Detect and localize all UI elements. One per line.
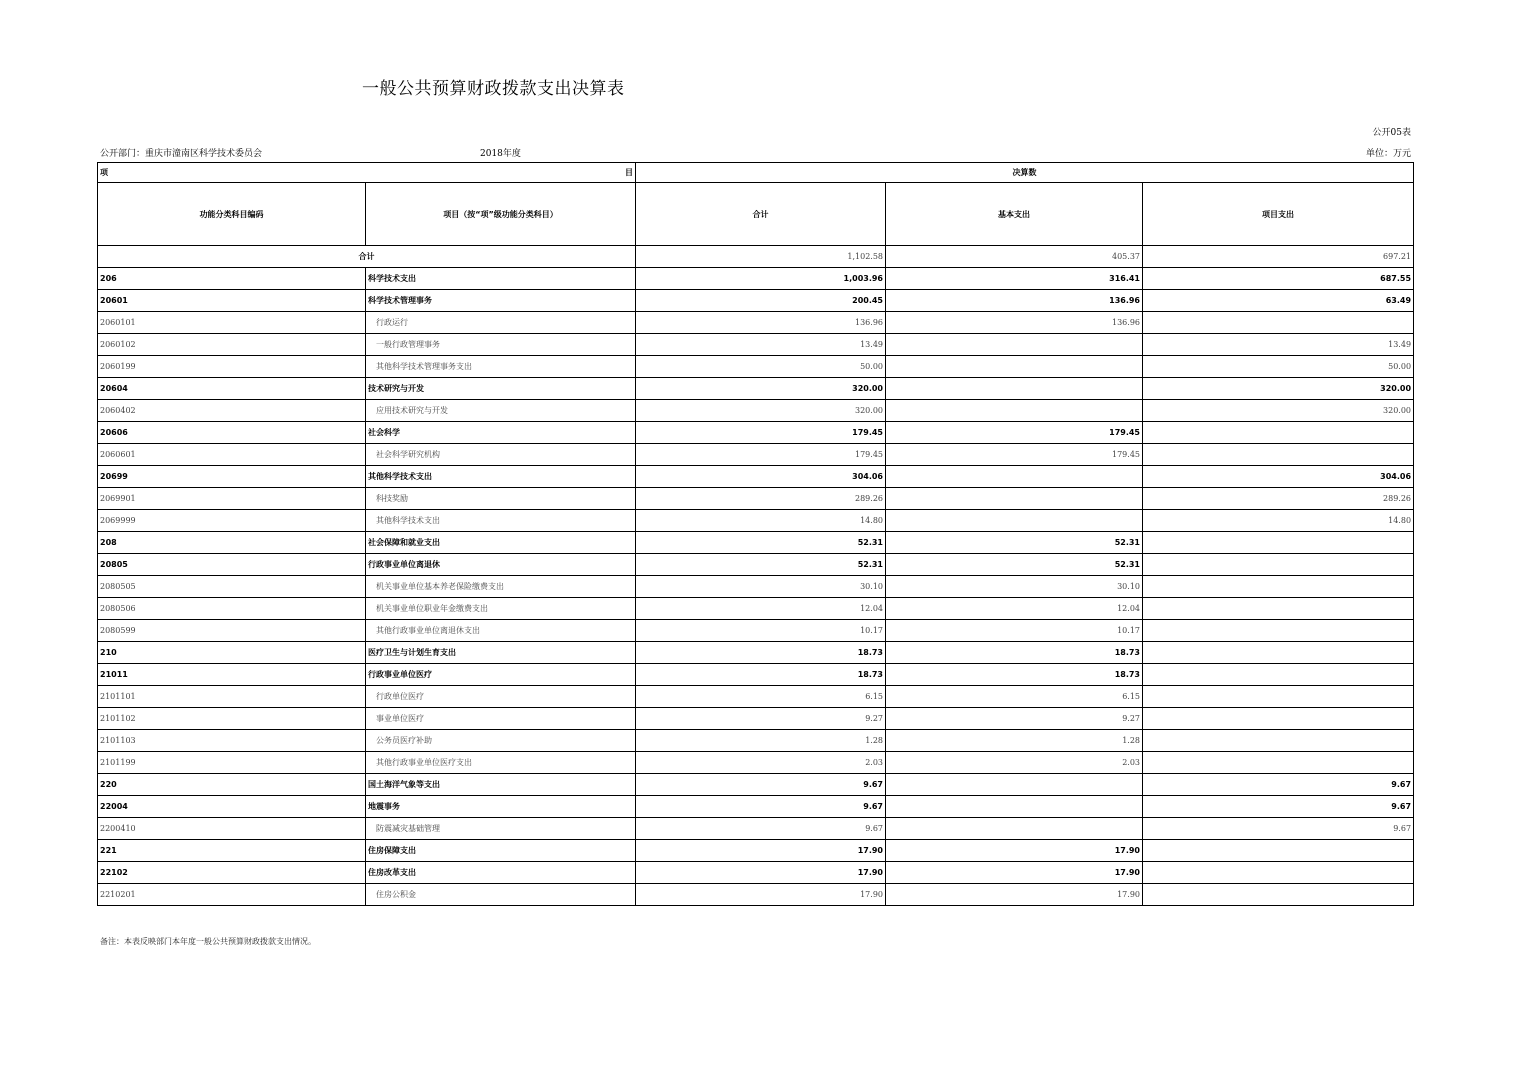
row-project: 9.67 [1143,796,1414,818]
row-name: 住房保障支出 [366,840,636,862]
row-total: 17.90 [636,884,886,906]
row-name: 其他行政事业单位离退休支出 [366,620,636,642]
table-row [98,774,1414,796]
table-row [98,620,1414,642]
row-project: 50.00 [1143,356,1414,378]
row-project: 14.80 [1143,510,1414,532]
row-name: 机关事业单位基本养老保险缴费支出 [366,576,636,598]
table-row [98,378,1414,400]
table-row [98,752,1414,774]
table-row [98,356,1414,378]
row-total: 18.73 [636,664,886,686]
row-total: 9.67 [636,774,886,796]
row-total: 320.00 [636,400,886,422]
row-basic: 30.10 [886,576,1143,598]
row-total: 200.45 [636,290,886,312]
row-total: 2.03 [636,752,886,774]
page-title: 一般公共预算财政拨款支出决算表 [362,79,625,99]
row-code: 2060102 [98,334,366,356]
department-label: 公开部门：重庆市潼南区科学技术委员会 [100,149,263,159]
table-row [98,466,1414,488]
row-code: 2069999 [98,510,366,532]
row-basic [886,400,1143,422]
item-header-left: 项 [100,168,108,177]
table-row [98,576,1414,598]
table-row [98,488,1414,510]
table-row [98,444,1414,466]
table-row [98,422,1414,444]
row-project: 687.55 [1143,268,1414,290]
row-project [1143,532,1414,554]
row-name: 社会科学研究机构 [366,444,636,466]
row-name: 行政事业单位医疗 [366,664,636,686]
row-project [1143,840,1414,862]
row-name: 住房公积金 [366,884,636,906]
table-header-row-2 [98,183,1414,246]
footnote: 备注：本表反映部门本年度一般公共预算财政拨款支出情况。 [100,937,316,946]
row-code: 208 [98,532,366,554]
row-project [1143,422,1414,444]
row-total: 304.06 [636,466,886,488]
row-total: 18.73 [636,642,886,664]
col-header-code: 功能分类科目编码 [98,183,366,246]
table-row [98,818,1414,840]
row-code: 2101102 [98,708,366,730]
row-project [1143,620,1414,642]
row-basic: 9.27 [886,708,1143,730]
row-basic [886,334,1143,356]
total-label: 合计 [98,246,636,268]
row-project: 9.67 [1143,818,1414,840]
row-code: 20601 [98,290,366,312]
row-code: 2080505 [98,576,366,598]
row-total: 52.31 [636,532,886,554]
row-code: 2101103 [98,730,366,752]
row-project: 63.49 [1143,290,1414,312]
row-code: 2210201 [98,884,366,906]
row-code: 22102 [98,862,366,884]
expenditure-table [97,162,1414,906]
row-code: 2060101 [98,312,366,334]
row-total: 30.10 [636,576,886,598]
row-code: 221 [98,840,366,862]
row-code: 220 [98,774,366,796]
row-total: 136.96 [636,312,886,334]
table-row [98,312,1414,334]
row-name: 社会科学 [366,422,636,444]
row-name: 医疗卫生与计划生育支出 [366,642,636,664]
unit-label: 单位：万元 [1365,149,1411,159]
row-total: 289.26 [636,488,886,510]
col-header-basic: 基本支出 [886,183,1143,246]
row-project [1143,862,1414,884]
row-project: 9.67 [1143,774,1414,796]
table-row [98,268,1414,290]
table-row [98,598,1414,620]
row-basic [886,378,1143,400]
row-name: 社会保障和就业支出 [366,532,636,554]
row-basic: 12.04 [886,598,1143,620]
row-code: 20699 [98,466,366,488]
row-code: 2060199 [98,356,366,378]
row-total: 179.45 [636,444,886,466]
row-project [1143,554,1414,576]
table-row [98,686,1414,708]
row-basic [886,466,1143,488]
row-basic: 52.31 [886,554,1143,576]
table-header-row-1 [98,163,1414,183]
row-basic [886,818,1143,840]
row-basic [886,488,1143,510]
total-amount: 1,102.58 [636,246,886,268]
row-project [1143,686,1414,708]
row-project [1143,642,1414,664]
row-name: 科学技术管理事务 [366,290,636,312]
row-name: 事业单位医疗 [366,708,636,730]
row-basic: 18.73 [886,642,1143,664]
row-total: 1,003.96 [636,268,886,290]
row-basic: 52.31 [886,532,1143,554]
item-header-right: 目 [625,168,633,177]
row-project [1143,312,1414,334]
row-name: 公务员医疗补助 [366,730,636,752]
row-name: 科技奖励 [366,488,636,510]
row-basic: 316.41 [886,268,1143,290]
row-name: 科学技术支出 [366,268,636,290]
table-row [98,532,1414,554]
row-name: 其他科学技术支出 [366,466,636,488]
row-basic: 136.96 [886,312,1143,334]
row-basic: 179.45 [886,444,1143,466]
row-basic: 18.73 [886,664,1143,686]
row-project [1143,576,1414,598]
row-name: 其他科学技术支出 [366,510,636,532]
row-project: 320.00 [1143,378,1414,400]
row-total: 50.00 [636,356,886,378]
row-project: 13.49 [1143,334,1414,356]
row-project: 320.00 [1143,400,1414,422]
row-code: 20604 [98,378,366,400]
row-basic: 6.15 [886,686,1143,708]
row-total: 1.28 [636,730,886,752]
row-total: 9.67 [636,818,886,840]
row-project [1143,444,1414,466]
row-name: 行政运行 [366,312,636,334]
table-row [98,664,1414,686]
row-name: 其他行政事业单位医疗支出 [366,752,636,774]
row-project [1143,752,1414,774]
row-code: 2060601 [98,444,366,466]
table-row [98,840,1414,862]
total-basic: 405.37 [886,246,1143,268]
form-number: 公开05表 [1372,128,1411,138]
row-basic [886,774,1143,796]
row-name: 行政事业单位离退休 [366,554,636,576]
row-name: 一般行政管理事务 [366,334,636,356]
row-basic [886,796,1143,818]
row-code: 2101101 [98,686,366,708]
row-code: 20606 [98,422,366,444]
table-row [98,884,1414,906]
row-total: 17.90 [636,840,886,862]
fiscal-year: 2018年度 [480,149,521,159]
table-row [98,334,1414,356]
row-basic: 17.90 [886,862,1143,884]
row-code: 2200410 [98,818,366,840]
row-project [1143,884,1414,906]
row-code: 21011 [98,664,366,686]
row-total: 6.15 [636,686,886,708]
row-code: 2080599 [98,620,366,642]
row-code: 2069901 [98,488,366,510]
total-row [98,246,1414,268]
row-name: 住房改革支出 [366,862,636,884]
row-total: 17.90 [636,862,886,884]
table-row [98,796,1414,818]
row-project: 289.26 [1143,488,1414,510]
row-basic: 17.90 [886,840,1143,862]
row-total: 52.31 [636,554,886,576]
row-project: 304.06 [1143,466,1414,488]
table-row [98,400,1414,422]
row-code: 2101199 [98,752,366,774]
row-basic [886,356,1143,378]
row-name: 技术研究与开发 [366,378,636,400]
item-header-cell [98,163,636,183]
row-basic: 10.17 [886,620,1143,642]
row-code: 2060402 [98,400,366,422]
row-project [1143,708,1414,730]
row-code: 210 [98,642,366,664]
row-name: 机关事业单位职业年金缴费支出 [366,598,636,620]
row-code: 20805 [98,554,366,576]
row-code: 22004 [98,796,366,818]
row-total: 12.04 [636,598,886,620]
row-total: 13.49 [636,334,886,356]
table-row [98,708,1414,730]
col-header-name: 项目（按“项”级功能分类科目） [366,183,636,246]
row-total: 320.00 [636,378,886,400]
row-total: 179.45 [636,422,886,444]
table-row [98,730,1414,752]
row-basic: 17.90 [886,884,1143,906]
table-row [98,554,1414,576]
row-total: 9.27 [636,708,886,730]
row-name: 应用技术研究与开发 [366,400,636,422]
row-basic: 2.03 [886,752,1143,774]
final-amount-header: 决算数 [636,163,1414,183]
row-total: 14.80 [636,510,886,532]
row-basic [886,510,1143,532]
row-total: 9.67 [636,796,886,818]
col-header-total: 合计 [636,183,886,246]
row-basic: 136.96 [886,290,1143,312]
row-code: 2080506 [98,598,366,620]
row-basic: 1.28 [886,730,1143,752]
row-project [1143,730,1414,752]
row-project [1143,598,1414,620]
table-row [98,510,1414,532]
row-name: 行政单位医疗 [366,686,636,708]
total-project: 697.21 [1143,246,1414,268]
col-header-project: 项目支出 [1143,183,1414,246]
row-name: 其他科学技术管理事务支出 [366,356,636,378]
row-code: 206 [98,268,366,290]
row-name: 防震减灾基础管理 [366,818,636,840]
row-name: 地震事务 [366,796,636,818]
row-basic: 179.45 [886,422,1143,444]
row-total: 10.17 [636,620,886,642]
row-name: 国土海洋气象等支出 [366,774,636,796]
table-row [98,290,1414,312]
table-row [98,862,1414,884]
row-project [1143,664,1414,686]
table-row [98,642,1414,664]
